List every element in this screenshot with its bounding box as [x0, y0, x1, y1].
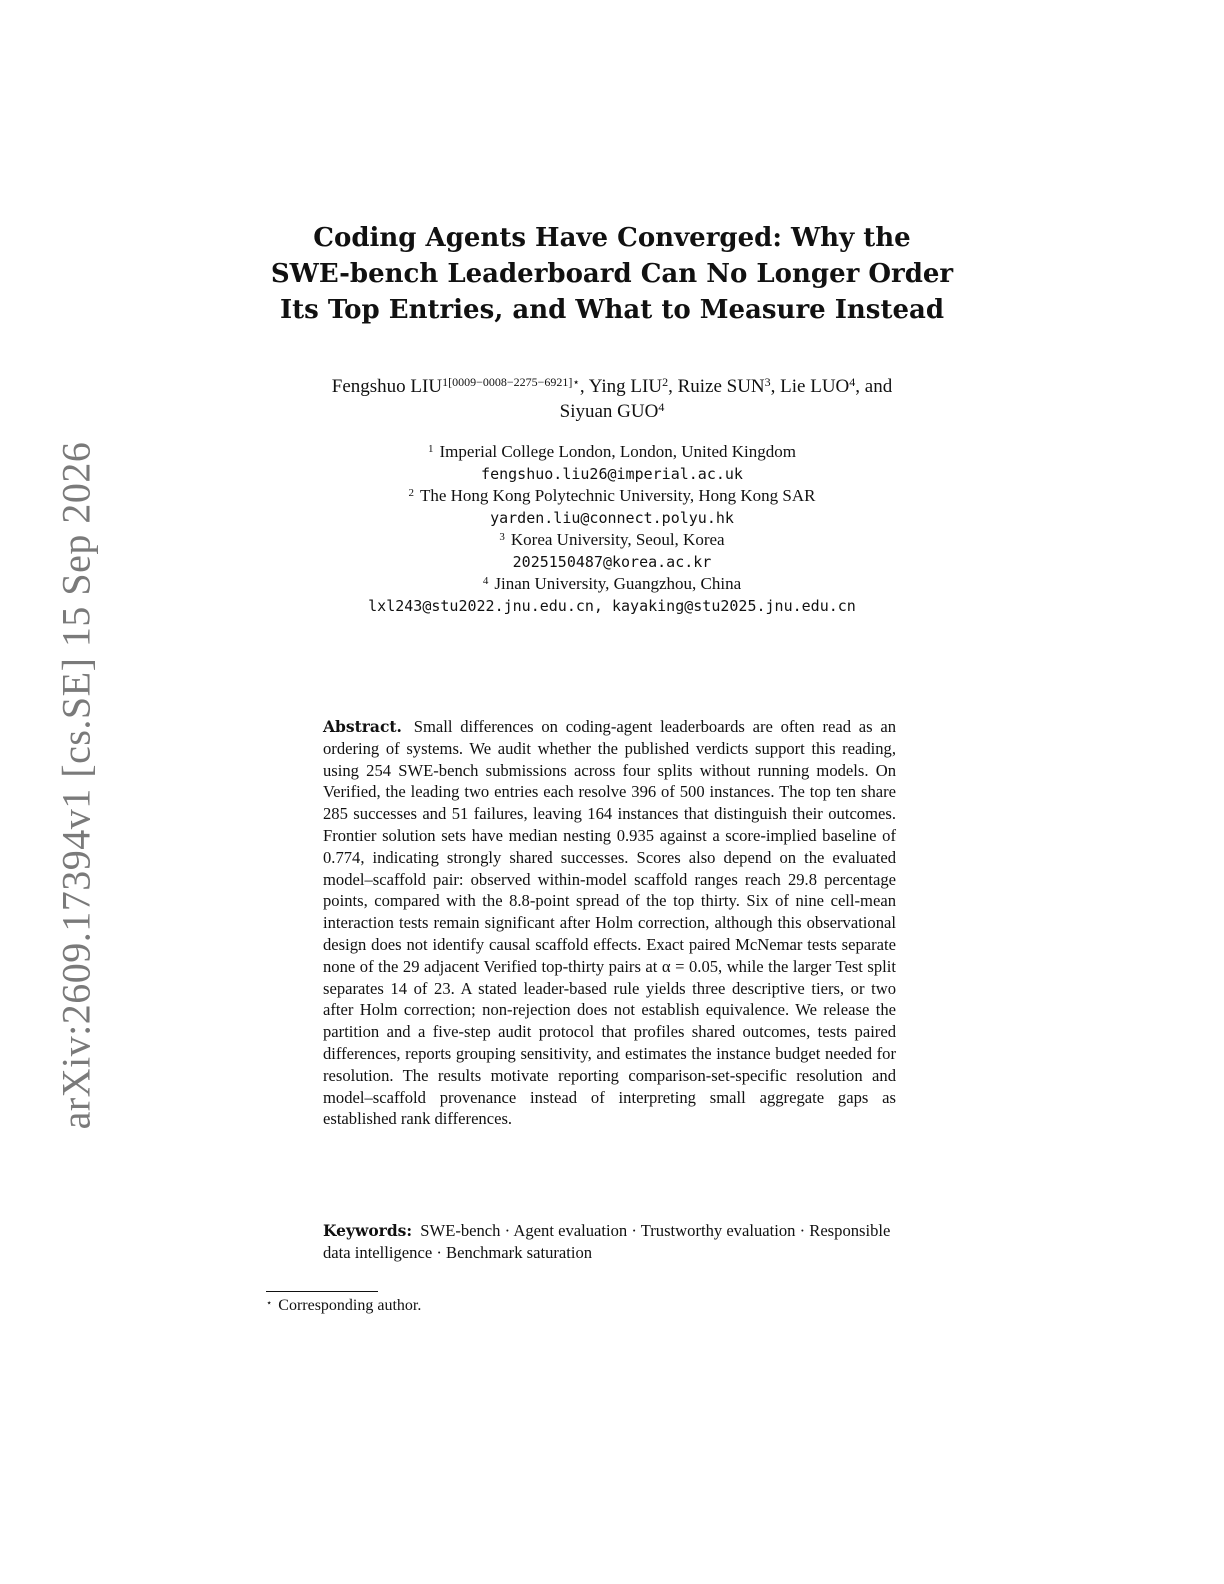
affiliation-name: Imperial College London, London, United Kingdom [439, 442, 796, 461]
footnote [266, 1296, 766, 1316]
affiliation-item [262, 441, 962, 463]
affiliation-number: 4 [482, 575, 489, 587]
paper-title [262, 220, 962, 328]
affiliation-name: Jinan University, Guangzhou, China [494, 574, 742, 593]
author-name: , Lie LUO [770, 376, 850, 397]
affiliation-item [262, 573, 962, 595]
footnote-mark: ⋆ [266, 1298, 273, 1309]
abstract-label: Abstract. [323, 717, 402, 736]
author-line-1 [262, 374, 962, 399]
author-name: , Ying LIU [579, 376, 663, 397]
author-affil-mark: 3 [764, 375, 771, 389]
affiliation-number: 1 [428, 443, 434, 455]
author-line-2 [262, 399, 962, 424]
affiliation-list [262, 441, 962, 617]
affiliation-item [262, 529, 962, 551]
affiliation-number: 2 [408, 487, 414, 499]
title-line: Its Top Entries, and What to Measure Instead [279, 295, 945, 325]
affiliation-name: Korea University, Seoul, Korea [510, 530, 725, 549]
keywords-text: SWE-bench · Agent evaluation · Trustworthy evaluation · Responsible data intelligence · Benchmark saturation [323, 1221, 891, 1262]
affiliation-email[interactable]: yarden.liu@connect.polyu.hk [490, 509, 734, 527]
author-affil-mark: 4 [849, 375, 856, 389]
author-affil-mark: 2 [662, 375, 669, 389]
abstract-text: Small differences on coding-agent leaderboards are often read as an ordering of systems. We audit whether the published verdicts support this reading, using 254 SWE-bench submissions across four splits without running models. On Verified, the leading two entries each resolve 396 of 500 instances. The top ten share 285 successes and 51 failures, leaving 164 instances that distinguish their outcomes. Frontier solution sets have median nesting 0.935 against a score-implied baseline of 0.774, indicating strongly shared successes. Scores also depend on the evaluated model–scaffold pair: observed within-model scaffold ranges reach 29.8 percentage points, compared with the 8.8-point spread of the top thirty. Six of nine cell-mean interaction tests remain significant after Holm correction, although this observational design does not identify causal scaffold effects. Exact paired McNemar tests separate none of the 29 adjacent Verified top-thirty pairs at α = 0.05, while the larger Test split separates 14 of 23. A stated leader-based rule yields three descriptive tiers, or two after Holm correction; non-rejection does not establish equivalence. We release the partition and a five-step audit protocol that profiles shared outcomes, tests paired differences, reports grouping sensitivity, and estimates the instance budget needed for resolution. The results motivate reporting comparison-set-specific resolution and model–scaffold provenance instead of interpreting small aggregate gaps as established rank differences. [323, 717, 896, 1129]
footnote-text: Corresponding author. [278, 1297, 422, 1314]
keywords-label: Keywords: [323, 1221, 413, 1240]
author-name: Fengshuo LIU [331, 376, 443, 397]
affiliation-name: The Hong Kong Polytechnic University, Hong Kong SAR [419, 486, 816, 505]
affiliation-item [262, 485, 962, 507]
author-list [262, 374, 962, 424]
abstract-section [323, 716, 896, 1130]
author-affil-mark: 1[0009−0008−2275−6921]⋆ [442, 375, 580, 389]
author-name: , Ruize SUN [668, 376, 765, 397]
author-conjunction: , and [855, 376, 893, 397]
affiliation-number: 3 [499, 531, 505, 543]
affiliation-email[interactable]: fengshuo.liu26@imperial.ac.uk [481, 465, 743, 483]
arxiv-stamp [46, 440, 106, 1130]
keywords-section [323, 1220, 903, 1264]
affiliation-email[interactable]: 2025150487@korea.ac.kr [512, 553, 712, 571]
title-line: SWE-bench Leaderboard Can No Longer Order [270, 259, 954, 289]
footnote-divider [266, 1291, 378, 1292]
title-line: Coding Agents Have Converged: Why the [313, 223, 911, 253]
affiliation-email[interactable]: lxl243@stu2022.jnu.edu.cn, kayaking@stu2025.jnu.edu.cn [368, 597, 856, 615]
author-name: Siyuan GUO [559, 401, 659, 422]
author-affil-mark: 4 [658, 400, 665, 414]
arxiv-stamp-text: arXiv:2609.17394v1 [cs.SE] 15 Sep 2026 [53, 441, 99, 1129]
